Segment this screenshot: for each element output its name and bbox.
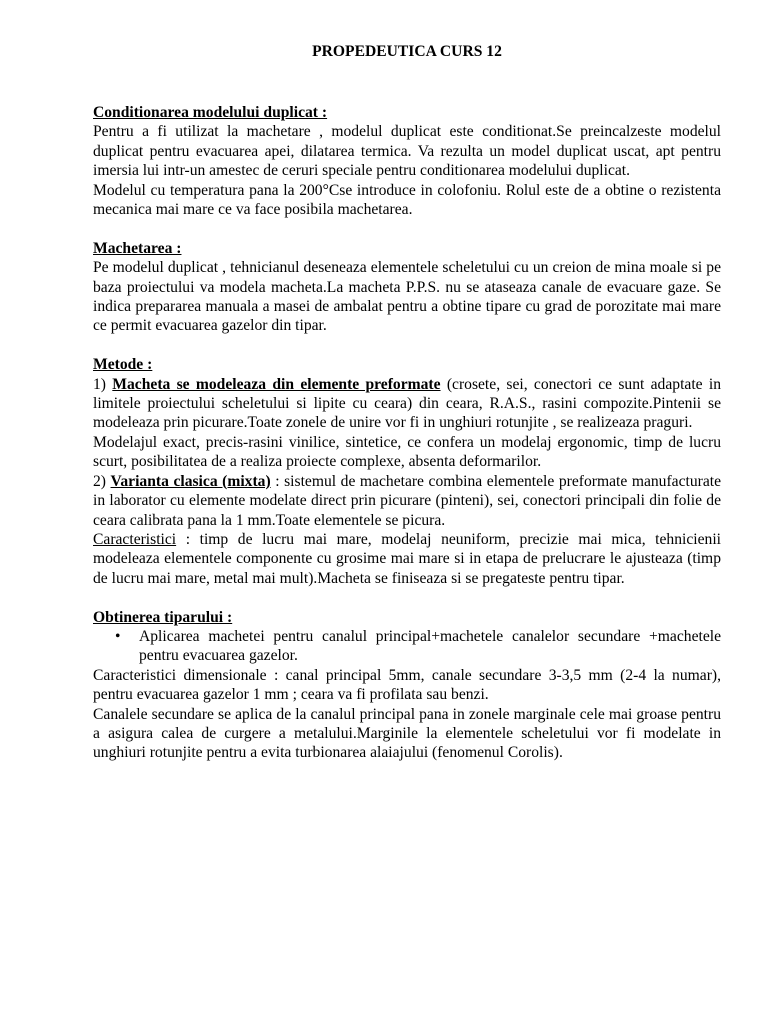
section-heading-obtinerea: Obtinerea tiparului :	[93, 608, 233, 626]
paragraph: Pentru a fi utilizat la machetare , modelul duplicat este conditionat.Se preincalzeste modelul duplicat pentru evacuarea apei, dilatarea termica. Va rezulta un model duplicat uscat, apt pentru imersia lui intr-un amestec de ceruri speciale pentru conditionarea modelului duplicat.	[93, 123, 721, 180]
method-number: 2)	[93, 472, 111, 490]
bullet-icon: •	[115, 627, 121, 645]
method-number: 1)	[93, 375, 113, 393]
section-machetarea	[93, 239, 721, 336]
document-title: PROPEDEUTICA CURS 12	[312, 43, 502, 60]
characteristics-label: Caracteristici	[93, 530, 177, 548]
section-metode	[93, 355, 721, 588]
method-2-text: : sistemul de machetare combina elementele preformate manufacturate in laborator cu elemente modelate direct prin picurare (pinteni), sei, conectori principali din folie de ceara calibrata pana la 1 mm.Toate elementele se picura.	[93, 472, 721, 529]
section-heading-metode: Metode :	[93, 356, 153, 374]
section-obtinerea-tiparului	[93, 608, 721, 763]
method-1-text: (crosete, sei, conectori ce sunt adaptate in limitele proiectului scheletului si lipite cu ceara) din ceara, R.A.S., rasini compozite.Pintenii se modeleaza prin picurare.Toate zonele de unire vor fi in unghiuri rotunjite , se realizeaza praguri.	[93, 375, 722, 432]
method-2-title: Varianta clasica (mixta)	[110, 472, 271, 490]
section-heading-machetarea: Machetarea :	[93, 239, 182, 257]
paragraph: Pe modelul duplicat , tehnicianul deseneaza elementele scheletului cu un creion de mina moale si pe baza proiectului va modela macheta.La macheta P.P.S. nu se ataseaza canale de evacuare gaze. Se indica prepararea manuala a masei de ambalat pentru a obtine tipare cu grad de porozitate mai mare ce permit evacuarea gazelor din tipar.	[93, 259, 721, 335]
paragraph: Caracteristici dimensionale : canal principal 5mm, canale secundare 3-3,5 mm (2-4 la numar), pentru evacuarea gazelor 1 mm ; ceara va fi profilata sau benzi.	[93, 666, 721, 704]
list-item	[93, 627, 721, 666]
method-2-paragraph	[93, 472, 721, 530]
document-page	[93, 42, 721, 782]
section-heading-conditionarea: Conditionarea modelului duplicat :	[93, 104, 328, 121]
method-1-paragraph	[93, 375, 721, 433]
characteristics-text: : timp de lucru mai mare, modelaj neuniform, precizie mai mica, tehnicienii modeleaza elementele componente cu grosime mai mare si in etapa de prelucrare le ajusteaza (timp de lucru mai mare, metal mai mult).Macheta se finiseaza si se pregateste pentru tipar.	[93, 530, 721, 587]
bullet-list	[93, 627, 721, 666]
section-conditionarea	[93, 103, 721, 219]
method-1-title: Macheta se modeleaza din elemente preformate	[112, 375, 441, 393]
list-item-text: Aplicarea machetei pentru canalul principal+machetele canalelor secundare +machetele pentru evacuarea gazelor.	[139, 627, 721, 665]
paragraph: Modelajul exact, precis-rasini vinilice, sintetice, ce confera un modelaj ergonomic, timp de lucru scurt, posibilitatea de a realiza proiecte complexe, absenta deformarilor.	[93, 433, 721, 471]
paragraph: Canalele secundare se aplica de la canalul principal pana in zonele marginale cele mai groase pentru a asigura calea de curgere a metalului.Marginile la elementele scheletului vor fi modelate in unghiuri rotunjite pentru a evita turbionarea alaiajului (fenomenul Corolis).	[93, 705, 721, 762]
paragraph: Modelul cu temperatura pana la 200°Cse introduce in colofoniu. Rolul este de a obtine o rezistenta mecanica mai mare ce va face posibila machetarea.	[93, 181, 721, 219]
characteristics-paragraph	[93, 530, 721, 588]
